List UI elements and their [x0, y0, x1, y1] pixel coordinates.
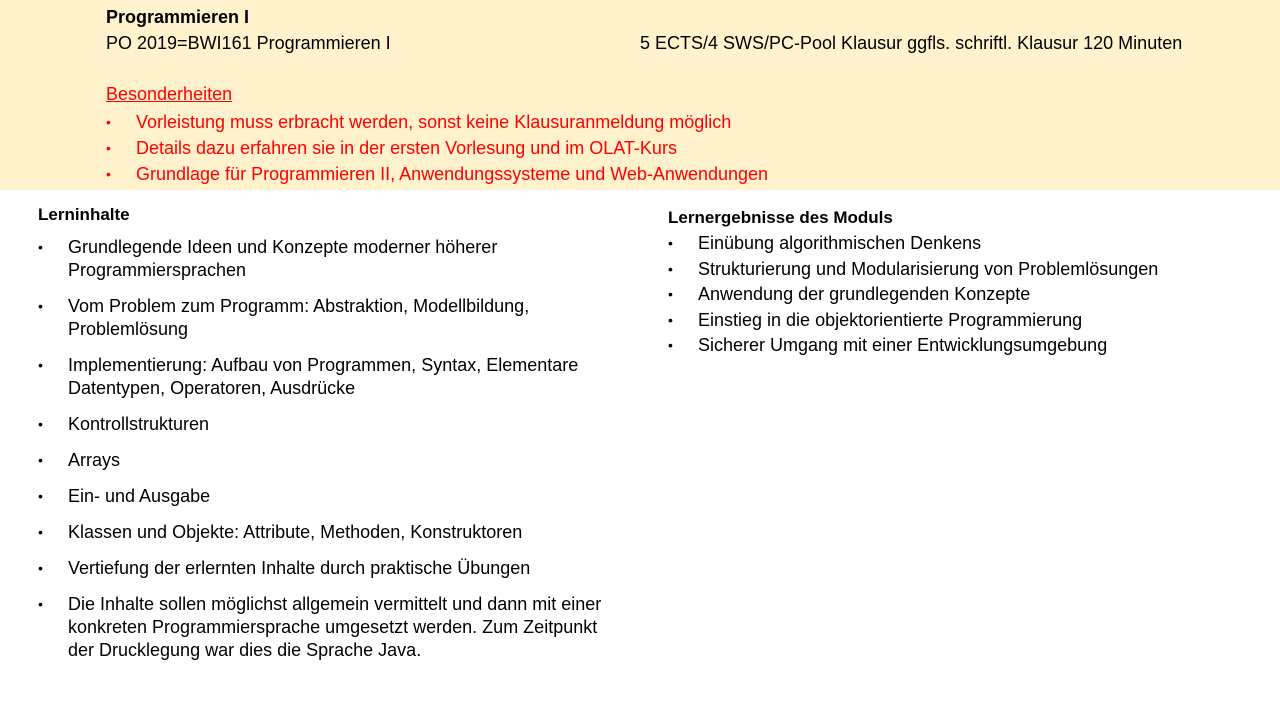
content-item: [38, 413, 628, 436]
content-item-text: Ein- und Ausgabe: [68, 486, 211, 506]
bullet-icon: •: [38, 357, 43, 373]
bullet-icon: •: [38, 596, 43, 612]
outcome-item-text: Einstieg in die objektorientierte Programmierung: [698, 309, 1083, 330]
course-title: Programmieren I: [106, 7, 250, 27]
content-item-text: Arrays: [68, 450, 121, 470]
bullet-icon: •: [38, 524, 43, 540]
bullet-icon: •: [38, 298, 43, 314]
bullet-icon: •: [106, 114, 111, 130]
bullet-icon: •: [38, 452, 43, 468]
outcome-item: [668, 257, 1248, 283]
content-item: [38, 295, 628, 341]
content-list: [38, 236, 628, 662]
outcome-item-text: Anwendung der grundlegenden Konzepte: [698, 284, 1031, 304]
bullet-icon: •: [38, 239, 43, 255]
content-item-text: Klassen und Objekte: Attribute, Methoden, Konstruktoren: [68, 522, 523, 542]
course-meta-line: 5 ECTS/4 SWS/PC-Pool Klausur ggfls. schriftl. Klausur 120 Minuten: [640, 33, 1183, 53]
course-po-line: PO 2019=BWI161 Programmieren I: [106, 33, 391, 53]
special-item-text: Grundlage für Programmieren II, Anwendungssysteme und Web-Anwendungen: [136, 164, 769, 184]
outcome-item-text: Strukturierung und Modularisierung von Problemlösungen: [698, 258, 1159, 279]
bullet-icon: •: [38, 488, 43, 504]
special-item: [106, 135, 768, 161]
content-item-text: Vom Problem zum Programm: Abstraktion, Modellbildung, Problemlösung: [68, 296, 530, 339]
outcome-item: [668, 231, 1248, 257]
special-item: [106, 161, 768, 187]
special-item-text: Details dazu erfahren sie in der ersten Vorlesung und im OLAT-Kurs: [136, 138, 677, 158]
content-item: [38, 521, 628, 544]
special-item: [106, 109, 768, 135]
outcome-item: [668, 308, 1248, 334]
special-list: [106, 109, 768, 187]
bullet-icon: •: [38, 560, 43, 576]
course-header: [0, 0, 1280, 190]
content-item: [38, 354, 628, 400]
content-item-text: Kontrollstrukturen: [68, 414, 210, 434]
content-item-text: Die Inhalte sollen möglichst allgemein vermittelt und dann mit einer konkreten Programmiersprache umgesetzt werden. Zum Zeitpunkt der Drucklegung war dies die Sprache Java.: [68, 594, 602, 660]
content-section: [38, 204, 628, 675]
outcomes-list: [668, 231, 1248, 359]
content-item-text: Grundlegende Ideen und Konzepte moderner höherer Programmiersprachen: [68, 237, 498, 280]
content-item: [38, 557, 628, 580]
bullet-icon: •: [668, 286, 673, 302]
outcome-item: [668, 333, 1248, 359]
outcome-item-text: Sicherer Umgang mit einer Entwicklungsumgebung: [698, 335, 1108, 355]
bullet-icon: •: [38, 416, 43, 432]
outcomes-heading: Lernergebnisse des Moduls: [668, 208, 893, 227]
outcomes-section: [668, 207, 1248, 359]
content-item: [38, 236, 628, 282]
content-item: [38, 485, 628, 508]
content-item: [38, 593, 628, 662]
bullet-icon: •: [668, 337, 673, 353]
bullet-icon: •: [106, 140, 111, 156]
bullet-icon: •: [668, 235, 673, 251]
bullet-icon: •: [668, 311, 673, 328]
content-item-text: Implementierung: Aufbau von Programmen, Syntax, Elementare Datentypen, Operatoren, Ausdrücke: [68, 355, 579, 398]
content-item: [38, 449, 628, 472]
bullet-icon: •: [106, 166, 111, 182]
bullet-icon: •: [668, 260, 673, 277]
outcome-item-text: Einübung algorithmischen Denkens: [698, 233, 982, 253]
special-heading: Besonderheiten: [106, 84, 233, 104]
content-heading: Lerninhalte: [38, 205, 130, 224]
content-item-text: Vertiefung der erlernten Inhalte durch praktische Übungen: [68, 558, 531, 578]
outcome-item: [668, 282, 1248, 308]
special-item-text: Vorleistung muss erbracht werden, sonst keine Klausuranmeldung möglich: [136, 112, 732, 132]
